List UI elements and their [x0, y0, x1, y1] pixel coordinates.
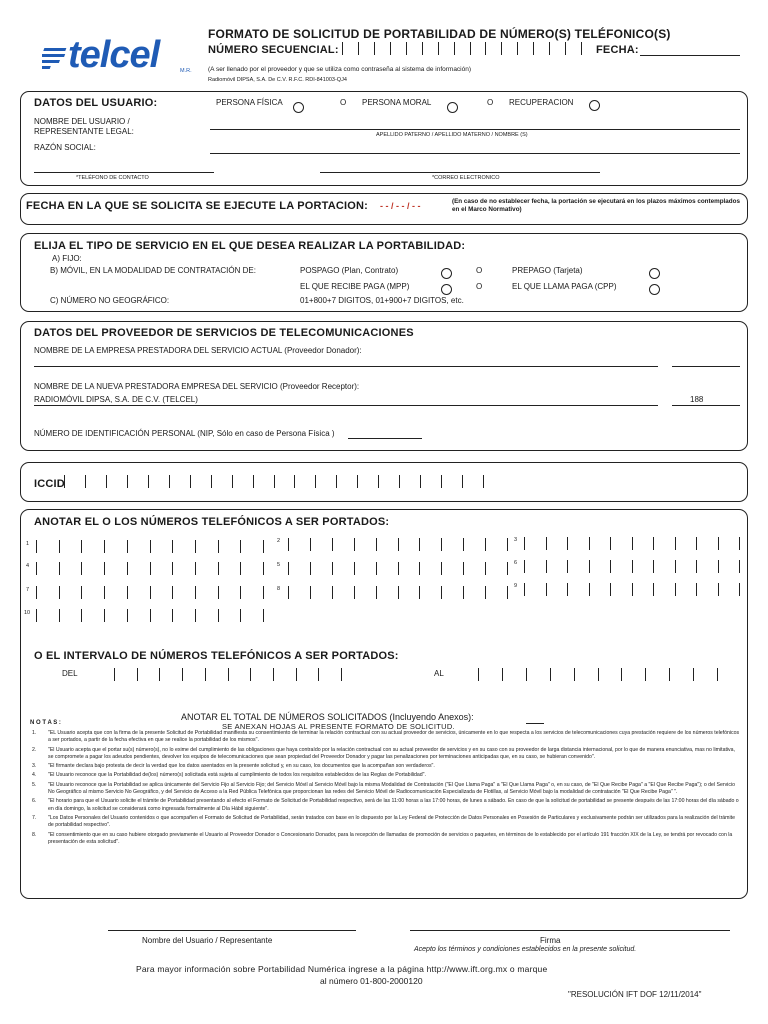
service-title: ELIJA EL TIPO DE SERVICIO EN EL QUE DESEA REALIZAR LA PORTABILIDAD: — [34, 240, 466, 252]
number-index: 9 — [514, 583, 518, 589]
interval-del-label: DEL — [62, 669, 78, 678]
email-field[interactable] — [320, 172, 600, 173]
razon-social-field[interactable] — [210, 153, 740, 154]
user-signature-name-field[interactable] — [108, 930, 356, 931]
phone-field[interactable] — [34, 172, 214, 173]
number-index: 8 — [277, 586, 281, 592]
prepago-label: PREPAGO (Tarjeta) — [512, 266, 583, 275]
signature-caption: Firma — [540, 936, 561, 945]
note-item: 5. "El Usuario reconoce que la Portabilidad se aplica únicamente del Servicio Fijo al Servicio Fijo; del Servicio Móvil al Servicio Móvil bajo la misma Modalidad de Contratación ("El Que Llama Paga" a "El Que Llama Paga" o, en su caso, de "El Que Recibe Paga" a "El Que Recibe Paga"); o del Servicio No Geográfico al mismo Servicio No Geográfico, y del Servicio de Acceso a la Red Pública Telefónica que proporcionan las redes del Servicio Móvil de Radiocomunicación Especializada de Flotillas, al Servicio Móvil bajo la modalidad de contratación "El Que Recibe Paga" ". — [32, 781, 735, 796]
pospago-label: POSPAGO (Plan, Contrato) — [300, 266, 399, 275]
phone-hint: *TELÉFONO DE CONTACTO — [76, 175, 149, 181]
note-item: 3. "El firmante declara bajo protesta de decir la verdad que los datos asentados en la presente solicitud y, en su caso, los documentos que la acompañan son verdaderos". — [32, 763, 435, 770]
or-label: O — [476, 266, 483, 275]
or-label: O — [487, 98, 494, 107]
accept-text: Acepto los términos y condiciones establecidos en la presente solicitud. — [414, 946, 637, 953]
number-index: 5 — [277, 562, 281, 568]
total-field[interactable] — [526, 723, 544, 724]
iccid-cells[interactable] — [64, 475, 484, 488]
mpp-label: EL QUE RECIBE PAGA (MPP) — [300, 282, 410, 291]
movil-label: B) MÓVIL, EN LA MODALIDAD DE CONTRATACIÓN DE: — [50, 266, 256, 275]
notes-list — [30, 730, 740, 848]
donor-label: NOMBRE DE LA EMPRESA PRESTADORA DEL SERVICIO ACTUAL (Proveedor Donador): — [34, 346, 362, 355]
nip-field[interactable] — [348, 438, 422, 439]
date-label: FECHA: — [596, 44, 639, 56]
persona-fisica-label: PERSONA FÍSICA — [216, 98, 283, 107]
interval-del-cells[interactable] — [114, 668, 342, 681]
number-cells[interactable] — [524, 537, 740, 550]
telcel-logo — [42, 34, 192, 78]
number-cells[interactable] — [36, 609, 264, 622]
number-index: 4 — [26, 563, 30, 569]
header-note: (A ser llenado por el proveedor y que se utiliza como contraseña al sistema de información) — [208, 66, 472, 73]
sequence-label: NÚMERO SECUENCIAL: — [208, 44, 339, 56]
info-text: Para mayor información sobre Portabilidad Numérica ingrese a la página http://www.ift.org.mx o marque — [136, 964, 548, 974]
portation-date-label: FECHA EN LA QUE SE SOLICITA SE EJECUTE LA PORTACION: — [26, 200, 369, 212]
company-rfc: Radiomóvil DIPSA, S.A. De C.V. R.F.C. RDI-841003-QJ4 — [208, 77, 347, 83]
persona-fisica-radio[interactable] — [293, 102, 304, 113]
notes-title: N O T A S : — [30, 720, 61, 726]
provider-title: DATOS DEL PROVEEDOR DE SERVICIOS DE TELECOMUNICACIONES — [34, 327, 414, 339]
interval-al-label: AL — [434, 669, 444, 678]
info-phone: al número 01-800-2000120 — [320, 976, 423, 986]
note-item: 1. "EL Usuario acepta que con la firma de la presente Solicitud de Portabilidad manifiesta su consentimiento de terminar la relación contractual con su actual proveedor de servicios, únicamente en lo que respecta a los servicios de telecomunicaciones cuya prestación requiere de los números telefónicos a ser portados, a partir de la fecha efectiva en que se realice la portabilidad de los mismos". — [32, 730, 740, 744]
receiver-code-field — [672, 405, 740, 406]
recuperacion-label: RECUPERACION — [509, 98, 574, 107]
receiver-value: RADIOMÓVIL DIPSA, S.A. DE C.V. (TELCEL) — [34, 395, 198, 404]
logo-mark: M.R. — [180, 68, 192, 74]
interval-al-cells[interactable] — [478, 668, 718, 681]
number-index: 10 — [24, 610, 31, 616]
portation-date-note: (En caso de no establecer fecha, la portación se ejecutará en los plazos máximos contemplados en el Marco Normativo) — [452, 198, 741, 213]
form-title: FORMATO DE SOLICITUD DE PORTABILIDAD DE NÚMERO(S) TELÉFONICO(S) — [208, 27, 671, 41]
signature-field[interactable] — [410, 930, 730, 931]
fijo-label: A) FIJO: — [52, 254, 82, 263]
number-cells[interactable] — [288, 586, 508, 599]
number-index: 3 — [514, 537, 518, 543]
number-index: 6 — [514, 560, 518, 566]
mpp-radio[interactable] — [441, 284, 452, 295]
annex-label: SE ANEXAN HOJAS AL PRESENTE FORMATO DE SOLICITUD. — [222, 722, 455, 731]
note-item: 7. "Los Datos Personales del Usuario contenidos o que acompañen el Formato de Solicitud de Portabilidad, serán tratados con base en lo dispuesto por la Ley Federal de Protección de Datos Personales en Posesión de Particulares y exclusivamente podrán ser utilizados para la realización del trámite de portabilidad respectivo". — [32, 814, 735, 829]
number-index: 2 — [277, 538, 281, 544]
number-cells[interactable] — [36, 540, 264, 553]
number-index: 1 — [26, 541, 30, 547]
numbers-title: ANOTAR EL O LOS NÚMEROS TELEFÓNICOS A SER PORTADOS: — [34, 516, 390, 528]
user-name-caption: Nombre del Usuario / Representante — [142, 936, 273, 945]
no-geo-label: C) NÚMERO NO GEOGRÁFICO: — [50, 296, 170, 305]
donor-code-field[interactable] — [672, 366, 740, 367]
total-label: ANOTAR EL TOTAL DE NÚMEROS SOLICITADOS (Incluyendo Anexos): — [181, 712, 474, 722]
cpp-label: EL QUE LLAMA PAGA (CPP) — [512, 282, 617, 291]
number-cells[interactable] — [288, 538, 508, 551]
number-cells[interactable] — [524, 560, 740, 573]
cpp-radio[interactable] — [649, 284, 660, 295]
surname-hint: APELLIDO PATERNO / APELLIDO MATERNO / NOMBRE (S) — [376, 132, 528, 138]
number-index: 7 — [26, 587, 30, 593]
user-name-field[interactable] — [210, 129, 740, 130]
note-item: 2. "El Usuario acepta que el portar su(s) número(s), no lo exime del cumplimiento de las obligaciones que haya contraído por la relación contractual con su actual proveedor de servicios y en su caso con su proveedor de larga distancia internacional, por lo que de manera enunciativa, mas no limitativa, se compromete a pagar los adeudos pendientes, devolver los equipos de telecomunicaciones que sean propiedad del Proveedor Donador y pagar las penalizaciones por terminaciones anticipadas que, en su caso, se hubieran convenido". — [32, 746, 735, 760]
date-field[interactable] — [640, 55, 740, 56]
number-cells[interactable] — [36, 586, 264, 599]
user-name-label: NOMBRE DEL USUARIO / REPRESENTANTE LEGAL: — [34, 117, 134, 136]
prepago-radio[interactable] — [649, 268, 660, 279]
receiver-label: NOMBRE DE LA NUEVA PRESTADORA EMPRESA DEL SERVICIO (Proveedor Receptor): — [34, 382, 360, 391]
number-cells[interactable] — [288, 562, 508, 575]
note-item: 6. "El horario para que el Usuario solicite el trámite de Portabilidad presentando al efecto el Formato de Solicitud de Portabilidad respectivo, será de las 11:00 horas a las 17:00 horas, de lunes a sábado. En caso de que la solicitud de portabilidad se presente después de las 17:00 horas del día sábado o en día domingo, la solicitud se considerará como ingresada formalmente al Día Hábil siguiente". — [32, 798, 739, 812]
nip-label: NÚMERO DE IDENTIFICACIÓN PERSONAL (NIP, Sólo en caso de Persona Física ) — [34, 429, 335, 438]
receiver-code: 188 — [690, 395, 704, 404]
or-label: O — [476, 282, 483, 291]
persona-moral-label: PERSONA MORAL — [362, 98, 432, 107]
persona-moral-radio[interactable] — [447, 102, 458, 113]
logo-text: telcel — [68, 34, 160, 76]
or-label: O — [340, 98, 347, 107]
iccid-label: ICCID — [34, 478, 65, 490]
donor-field[interactable] — [34, 366, 658, 367]
number-cells[interactable] — [524, 583, 740, 596]
receiver-field — [34, 405, 658, 406]
number-cells[interactable] — [36, 562, 264, 575]
razon-social-label: RAZÓN SOCIAL: — [34, 143, 96, 152]
sequence-cells[interactable] — [342, 42, 582, 55]
recuperacion-radio[interactable] — [589, 100, 600, 111]
note-item: 8. "El consentimiento que en su caso hubiere otorgado previamente el Usuario al Proveedor Donador o Concesionario Donador, para la recepción de llamadas de promoción de servicios o paquetes, en términos de lo establecido por el artículo 191 fracción XIX de la Ley, se tendrá por revocado con la presentación de esta solicitud". — [32, 831, 733, 845]
interval-title: O EL INTERVALO DE NÚMEROS TELEFÓNICOS A SER PORTADOS: — [34, 650, 399, 662]
note-item: 4. "El Usuario reconoce que la Portabilidad de(los) número(s) solicitada está sujeta al cumplimiento de todos los requisitos establecidos de las Reglas de Portabilidad". — [32, 772, 426, 779]
resolution-text: "RESOLUCIÓN IFT DOF 12/11/2014" — [568, 990, 702, 999]
no-geo-value: 01+800+7 DIGITOS, 01+900+7 DIGITOS, etc. — [300, 296, 464, 305]
pospago-radio[interactable] — [441, 268, 452, 279]
portation-date-value[interactable]: - - / - - / - - — [380, 201, 421, 211]
user-title: DATOS DEL USUARIO: — [34, 97, 158, 109]
email-hint: *CORREO ELECTRONICO — [432, 175, 500, 181]
